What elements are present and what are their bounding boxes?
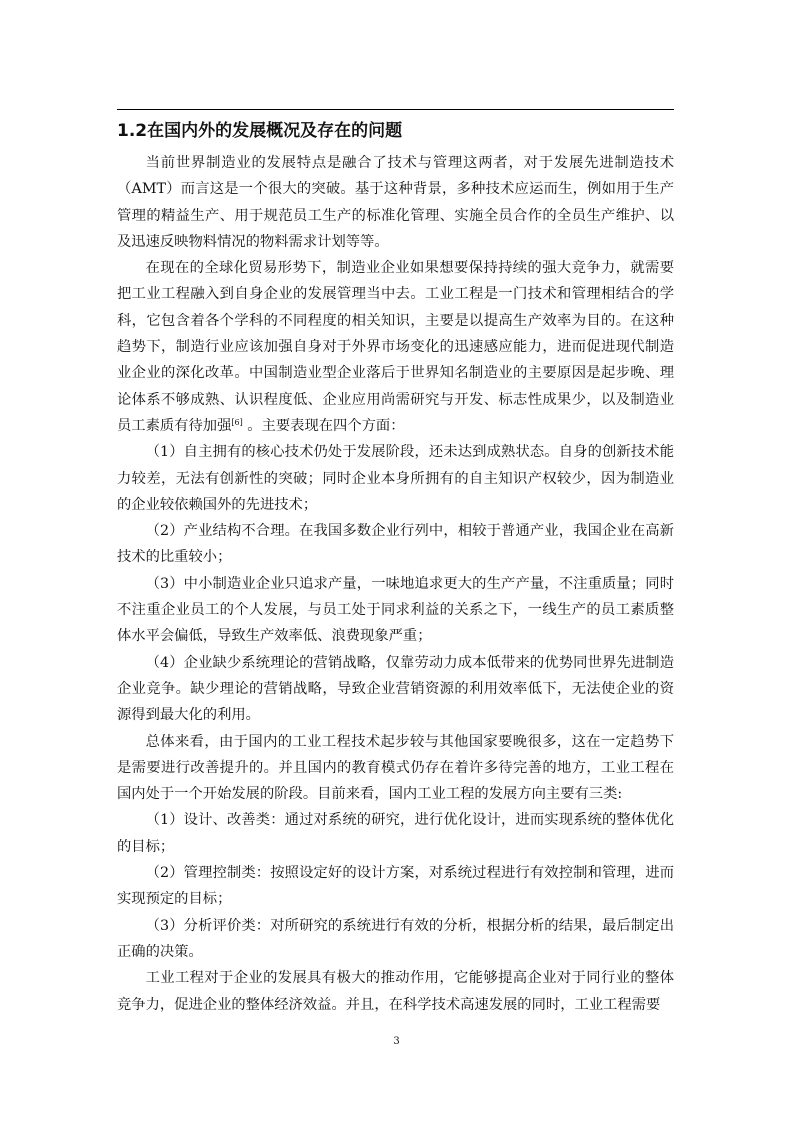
list-item-analysis: （3）分析评价类：对所研究的系统进行有效的分析，根据分析的结果，最后制定出正确的决策。 bbox=[117, 917, 674, 960]
paragraph-globalization bbox=[117, 255, 674, 439]
paragraph-globalization-text: 在现在的全球化贸易形势下，制造业企业如果想要保持持续的强大竞争力，就需要把工业工程融入到自身企业的发展管理当中去。工业工程是一门技术和管理相结合的学科，它包含着各个学科的不同程度的相关知识，主要是以提高生产效率为目的。在这种趋势下，制造行业应该加强自身对于外界市场变化的迅速感应能力，进而促进现代制造业企业的深化改革。中国制造业型企业落后于世界知名制造业的主要原因是起步晚、理论体系不够成熟、认识程度低、企业应用尚需研究与开发、标志性成果少，以及制造业员工素质有待加强 bbox=[117, 260, 674, 434]
section-heading: 1.2在国内外的发展概况及存在的问题 bbox=[117, 121, 403, 141]
header-rule bbox=[117, 109, 674, 110]
list-item-sme-output: （3）中小制造业企业只追求产量，一味地追求更大的生产产量，不注重质量；同时不注重企业员工的个人发展，与员工处于同求利益的关系之下，一线生产的员工素质整体水平会偏低，导致生产效率低、浪费现象严重； bbox=[117, 575, 674, 645]
list-item-core-tech: （1）自主拥有的核心技术仍处于发展阶段，还未达到成熟状态。自身的创新技术能力较差，无法有创新性的突破；同时企业本身所拥有的自主知识产权较少，因为制造业的企业较依赖国外的先进技术； bbox=[117, 444, 674, 513]
list-item-design: （1）设计、改善类：通过对系统的研究，进行优化设计，进而实现系统的整体优化的目标； bbox=[117, 812, 674, 855]
paragraph-amt: 当前世界制造业的发展特点是融合了技术与管理这两者，对于发展先进制造技术（AMT）而言这是一个很大的突破。基于这种背景，多种技术应运而生，例如用于生产管理的精益生产、用于规范员工生产的标准化管理、实施全员合作的全员生产维护、以及迅速反映物料情况的物料需求计划等等。 bbox=[117, 155, 674, 250]
body-text bbox=[117, 150, 674, 1018]
paragraph-globalization-tail: 。主要表现在四个方面： bbox=[242, 417, 405, 434]
page-number: 3 bbox=[393, 1036, 400, 1047]
list-item-industry-structure: （2）产业结构不合理。在我国多数企业行列中，相较于普通产业，我国企业在高新技术的比重较小； bbox=[117, 523, 674, 566]
list-item-marketing: （4）企业缺少系统理论的营销战略，仅靠劳动力成本低带来的优势同世界先进制造企业竞争。缺少理论的营销战略，导致企业营销资源的利用效率低下，无法使企业的资源得到最大化的利用。 bbox=[117, 654, 674, 724]
list-item-management: （2）管理控制类：按照设定好的设计方案，对系统过程进行有效控制和管理，进而实现预定的目标； bbox=[117, 865, 674, 908]
citation-ref: [6] bbox=[231, 417, 243, 427]
paragraph-overview: 总体来看，由于国内的工业工程技术起步较与其他国家要晚很多，这在一定趋势下是需要进行改善提升的。并且国内的教育模式仍存在着许多待完善的地方，工业工程在国内处于一个开始发展的阶段。目前来看，国内工业工程的发展方向主要有三类: bbox=[117, 733, 674, 803]
paragraph-conclusion: 工业工程对于企业的发展具有极大的推动作用，它能够提高企业对于同行业的整体竞争力，促进企业的整体经济效益。并且，在科学技术高速发展的同时，工业工程需要 bbox=[117, 970, 674, 1013]
